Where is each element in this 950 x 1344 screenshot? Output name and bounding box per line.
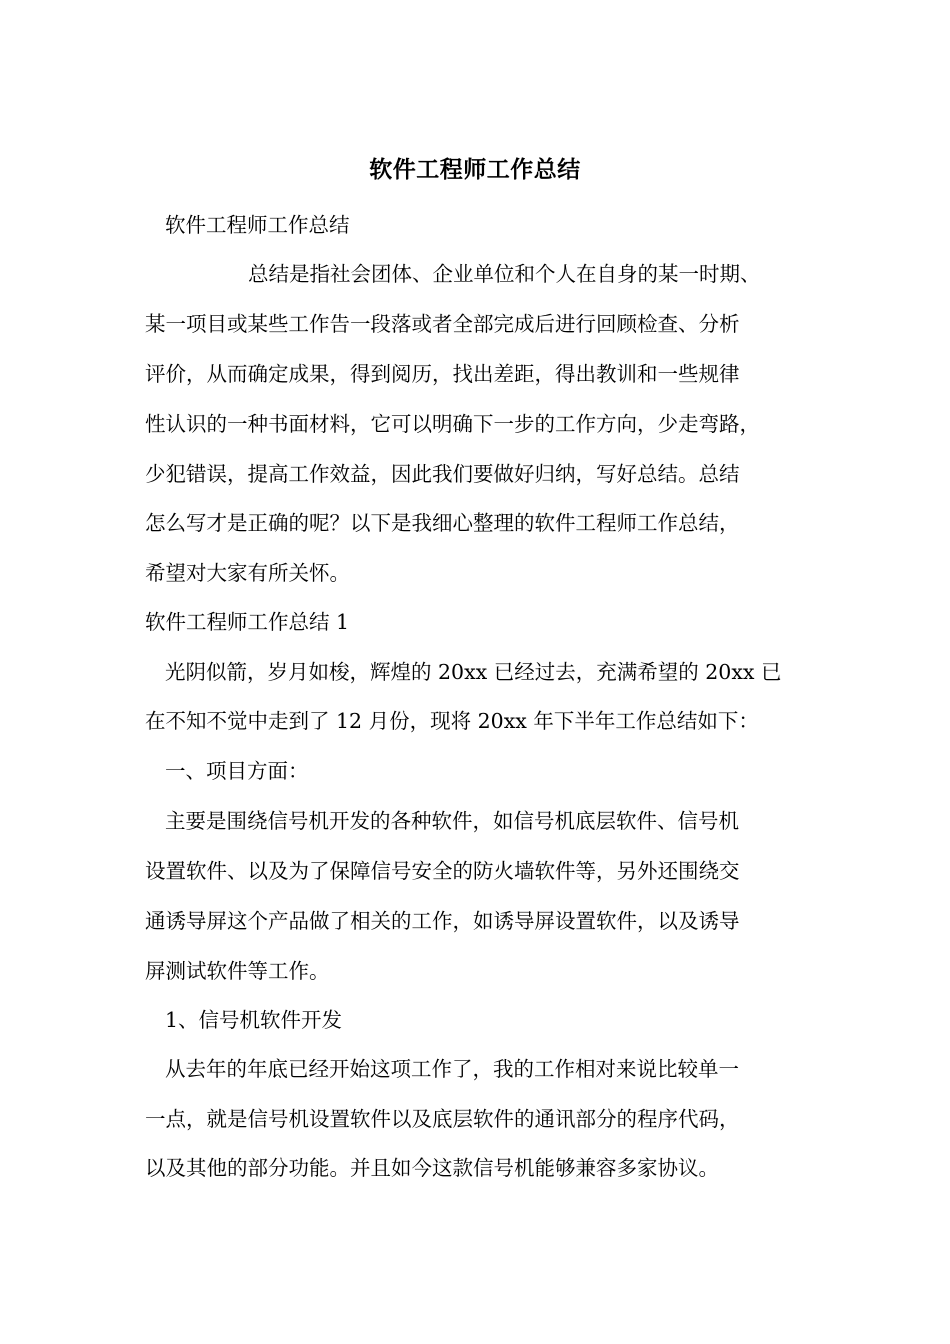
paragraph-line: 设置软件、以及为了保障信号安全的防火墙软件等，另外还围绕交 bbox=[145, 859, 740, 883]
paragraph-line: 一点，就是信号机设置软件以及底层软件的通讯部分的程序代码， bbox=[145, 1107, 740, 1131]
paragraph-line: 希望对大家有所关怀。 bbox=[145, 561, 350, 585]
paragraph-line: 少犯错误，提高工作效益，因此我们要做好归纳，写好总结。总结 bbox=[145, 462, 740, 486]
paragraph-line: 某一项目或某些工作告一段落或者全部完成后进行回顾检查、分析 bbox=[145, 312, 740, 336]
paragraph-line: 性认识的一种书面材料，它可以明确下一步的工作方向，少走弯路， bbox=[145, 412, 760, 436]
paragraph-line: 屏测试软件等工作。 bbox=[145, 959, 330, 983]
paragraph-line: 总结是指社会团体、企业单位和个人在自身的某一时期、 bbox=[248, 262, 761, 286]
paragraph-line: 以及其他的部分功能。并且如今这款信号机能够兼容多家协议。 bbox=[145, 1156, 719, 1180]
section-heading: 一、项目方面： bbox=[165, 759, 309, 783]
paragraph-line: 主要是围绕信号机开发的各种软件，如信号机底层软件、信号机 bbox=[165, 809, 739, 833]
paragraph-line: 通诱导屏这个产品做了相关的工作，如诱导屏设置软件，以及诱导 bbox=[145, 909, 740, 933]
paragraph-line: 光阴似箭，岁月如梭，辉煌的 20xx 已经过去，充满希望的 20xx 已 bbox=[165, 660, 782, 684]
section-heading: 软件工程师工作总结 1 bbox=[145, 610, 350, 634]
paragraph-line: 怎么写才是正确的呢？以下是我细心整理的软件工程师工作总结， bbox=[145, 511, 740, 535]
paragraph-line: 从去年的年底已经开始这项工作了，我的工作相对来说比较单一 bbox=[165, 1057, 739, 1081]
document-title: 软件工程师工作总结 bbox=[369, 157, 581, 183]
section-heading: 1、信号机软件开发 bbox=[165, 1008, 343, 1032]
paragraph-line: 在不知不觉中走到了 12 月份，现将 20xx 年下半年工作总结如下： bbox=[145, 709, 759, 733]
subtitle-line: 软件工程师工作总结 bbox=[165, 213, 350, 237]
paragraph-line: 评价，从而确定成果，得到阅历，找出差距，得出教训和一些规律 bbox=[145, 362, 740, 386]
